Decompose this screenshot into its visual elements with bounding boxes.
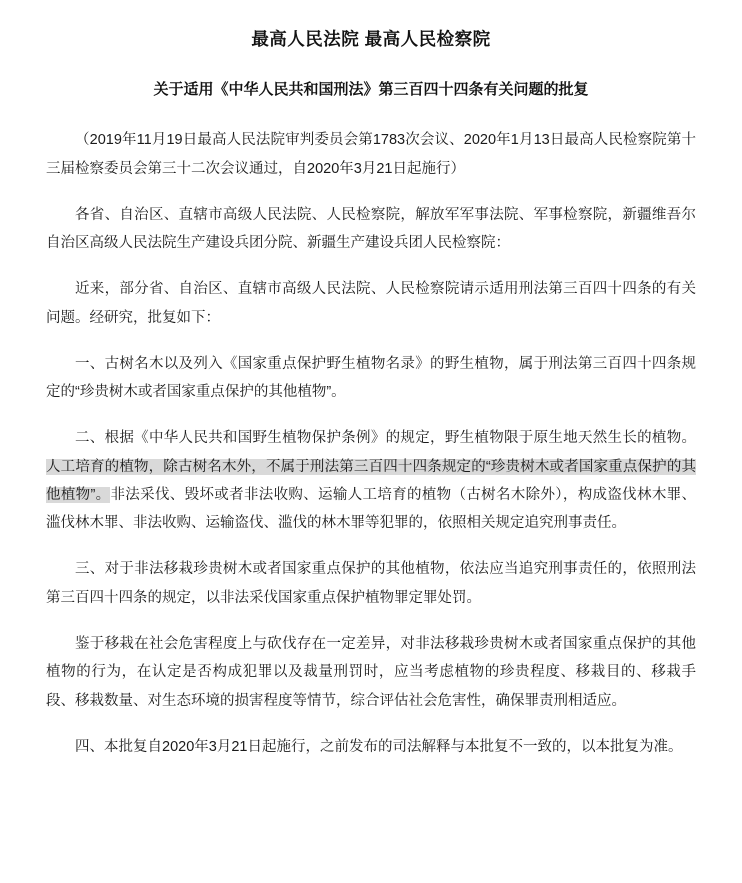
- article-two-lead: 二、根据《中华人民共和国野生植物保护条例》的规定，野生植物限于原生地天然生长的植物。: [75, 430, 696, 447]
- paragraph-addressees: 各省、自治区、直辖市高级人民法院、人民检察院，解放军军事法院、军事检察院，新疆维吾尔自治区高级人民法院生产建设兵团分院、新疆生产建设兵团人民检察院：: [46, 206, 696, 252]
- paragraph-transplant-note: 鉴于移栽在社会危害程度上与砍伐存在一定差异，对非法移栽珍贵树木或者国家重点保护的其他植物的行为，在认定是否构成犯罪以及裁量刑罚时，应当考虑植物的珍贵程度、移栽目的、移栽手段、移栽数量、对生态环境的损害程度等情节，综合评估社会危害性，确保罪责刑相适应。: [46, 635, 696, 709]
- article-two-tail: 非法采伐、毁坏或者非法收购、运输人工培育的植物（古树名木除外），构成盗伐林木罪、滥伐林木罪、非法收购、运输盗伐、滥伐的林木罪等犯罪的，依照相关规定追究刑事责任。: [46, 486, 696, 532]
- page-title: 最高人民法院 最高人民检察院: [251, 29, 491, 49]
- document-subtitle: 关于适用《中华人民共和国刑法》第三百四十四条有关问题的批复: [153, 81, 589, 99]
- paragraph-article-three: 三、对于非法移栽珍贵树木或者国家重点保护的其他植物，依法应当追究刑事责任的，依照刑法第三百四十四条的规定，以非法采伐国家重点保护植物罪定罪处罚。: [46, 561, 696, 606]
- paragraph-article-two: [46, 424, 696, 537]
- paragraph-article-one: 一、古树名木以及列入《国家重点保护野生植物名录》的野生植物，属于刑法第三百四十四条规定的“珍贵树木或者国家重点保护的其他植物”。: [46, 355, 696, 401]
- document-meta: （2019年11月19日最高人民法院审判委员会第1783次会议、2020年1月13日最高人民检察院第十三届检察委员会第三十二次会议通过，自2020年3月21日起施行）: [46, 132, 696, 177]
- article-two-highlight: 人工培育的植物，除古树名木外，不属于刑法第三百四十四条规定的“珍贵树木或者国家重点保护的其他植物”。: [46, 458, 696, 503]
- paragraph-article-four: 四、本批复自2020年3月21日起施行，之前发布的司法解释与本批复不一致的，以本批复为准。: [75, 738, 683, 755]
- paragraph-intro: 近来，部分省、自治区、直辖市高级人民法院、人民检察院请示适用刑法第三百四十四条的有关问题。经研究，批复如下：: [46, 281, 696, 326]
